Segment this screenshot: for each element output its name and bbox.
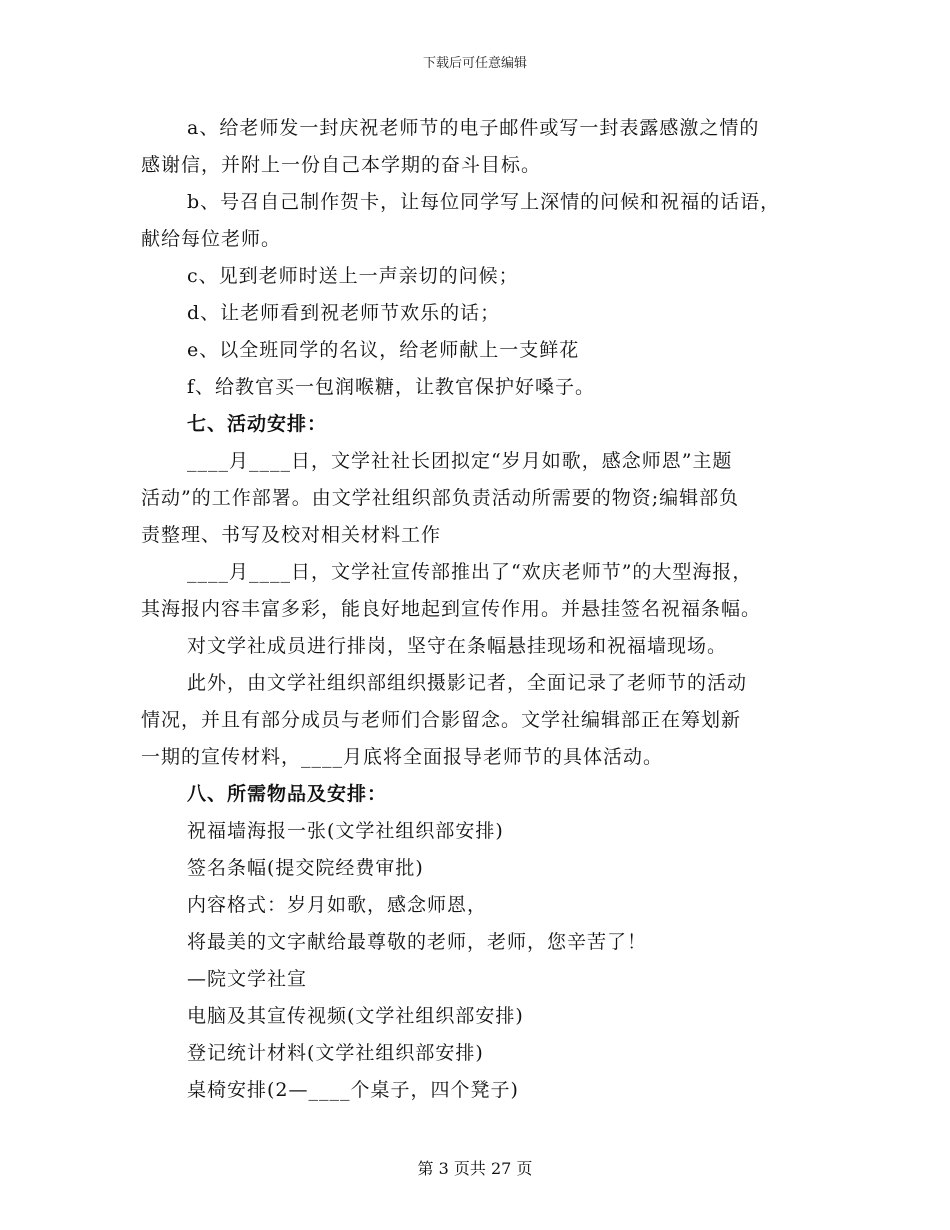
paragraph-line: 献给每位老师。 xyxy=(141,228,282,250)
paragraph-line: 活动”的工作部署。由文学社组织部负责活动所需要的物资;编辑部负 xyxy=(141,487,740,509)
document-body xyxy=(141,110,821,1109)
paragraph-line: d、让老师看到祝老师节欢乐的话； xyxy=(187,302,501,324)
paragraph-line: 桌椅安排(2—____个桌子，四个凳子) xyxy=(187,1079,519,1101)
section-heading: 七、活动安排： xyxy=(187,413,328,435)
paragraph-line: 电脑及其宣传视频(文学社组织部安排) xyxy=(187,1005,524,1027)
paragraph-line: b、号召自己制作贺卡，让每位同学写上深情的问候和祝福的话语， xyxy=(187,191,781,213)
paragraph-line: 责整理、书写及校对相关材料工作 xyxy=(141,524,442,546)
paragraph-line: 内容格式：岁月如歌，感念师恩， xyxy=(187,894,488,916)
paragraph-line: 一期的宣传材料，____月底将全面报导老师节的具体活动。 xyxy=(141,746,664,768)
paragraph-line: 情况，并且有部分成员与老师们合影留念。文学社编辑部正在筹划新 xyxy=(141,709,742,731)
paragraph-line: 登记统计材料(文学社组织部安排) xyxy=(187,1042,484,1064)
paragraph-line: 祝福墙海报一张(文学社组织部安排) xyxy=(187,820,504,842)
paragraph-line: 对文学社成员进行排岗，坚守在条幅悬挂现场和祝福墙现场。 xyxy=(187,635,728,657)
paragraph-line: 签名条幅(提交院经费审批) xyxy=(187,857,424,879)
paragraph-line: 将最美的文字献给最尊敬的老师，老师，您辛苦了！ xyxy=(187,931,648,953)
paragraph-line: 感谢信，并附上一份自己本学期的奋斗目标。 xyxy=(141,154,542,176)
paragraph-line: c、见到老师时送上一声亲切的问候； xyxy=(187,265,519,287)
paragraph-line: e、以全班同学的名议，给老师献上一支鲜花 xyxy=(187,339,580,361)
paragraph-line: —院文学社宣 xyxy=(187,968,308,990)
paragraph-line: 此外，由文学社组织部组织摄影记者，全面记录了老师节的活动 xyxy=(187,672,748,694)
paragraph-line: ____月____日，文学社宣传部推出了“欢庆老师节”的大型海报， xyxy=(187,561,753,583)
section-heading: 八、所需物品及安排： xyxy=(187,783,388,805)
paragraph-line: ____月____日，文学社社长团拟定“岁月如歌，感念师恩”主题 xyxy=(187,450,733,472)
paragraph-line: a、给老师发一封庆祝老师节的电子邮件或写一封表露感激之情的 xyxy=(187,117,760,139)
page-header: 下载后可任意编辑 xyxy=(422,56,527,71)
paragraph-line: 其海报内容丰富多彩，能良好地起到宣传作用。并悬挂签名祝福条幅。 xyxy=(141,598,762,620)
paragraph-line: f、给教官买一包润喉糖，让教官保护好嗓子。 xyxy=(187,376,596,398)
page-footer: 第 3 页共 27 页 xyxy=(417,1159,533,1178)
